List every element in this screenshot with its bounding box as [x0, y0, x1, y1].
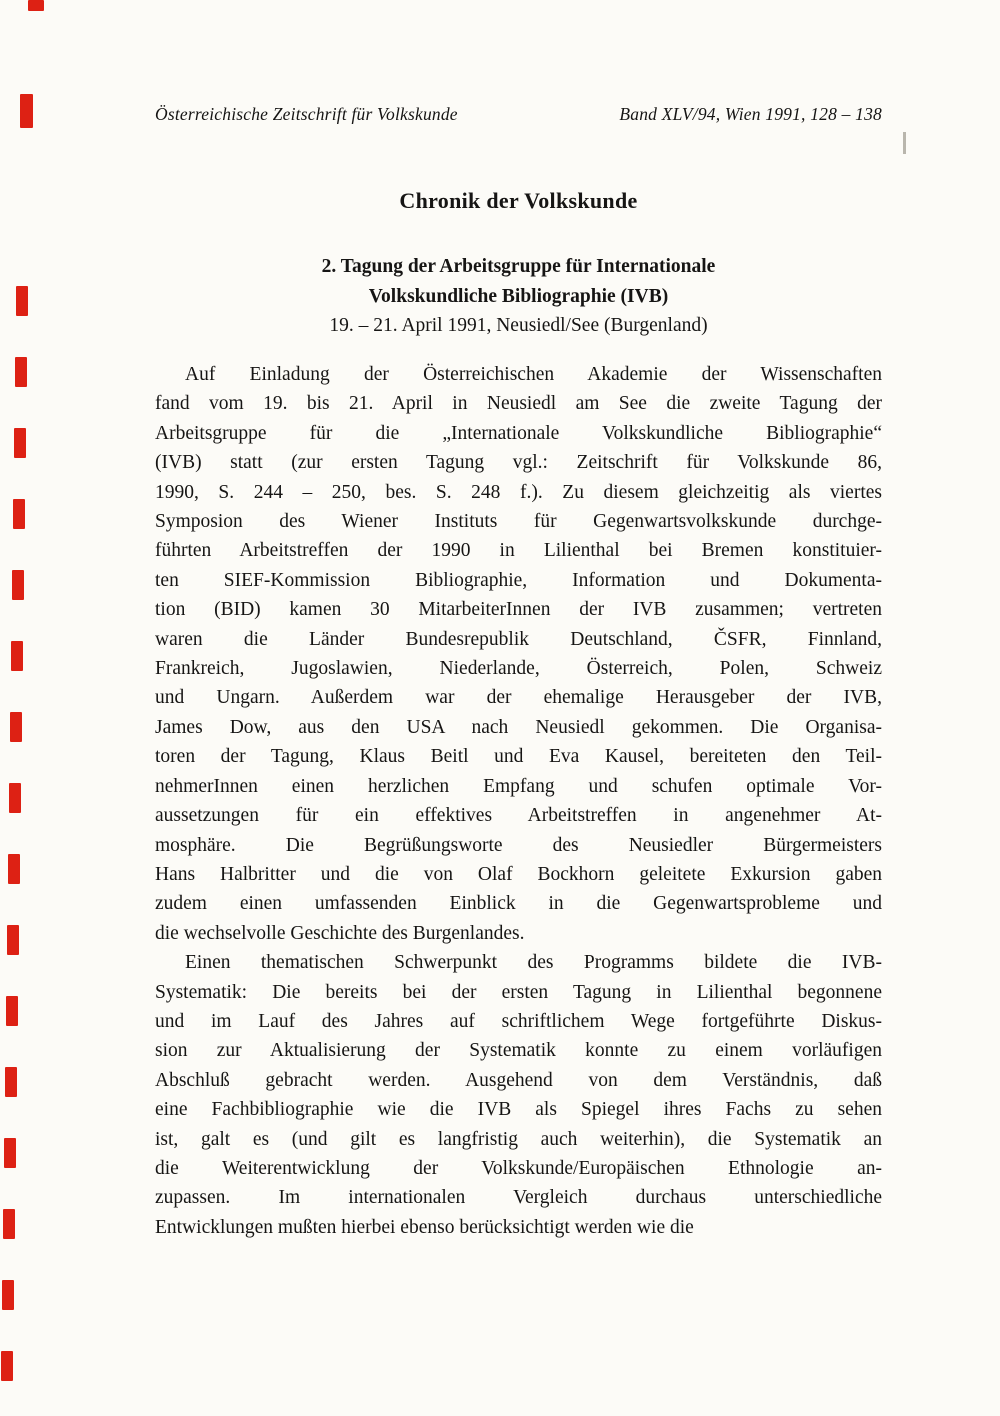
- issue-info: Band XLV/94, Wien 1991, 128 – 138: [619, 104, 882, 124]
- text-line: die Weiterentwicklung der Volkskunde/Europäischen Ethnologie an-: [155, 1157, 882, 1179]
- text-line: Systematik: Die bereits bei der ersten Tagung in Lilienthal begonnene: [155, 981, 882, 1003]
- text-line: Abschluß gebracht werden. Ausgehend von dem Verständnis, daß: [155, 1069, 882, 1091]
- scan-edge-tick: [903, 132, 906, 154]
- page-title: Chronik der Volkskunde: [399, 188, 638, 213]
- red-scan-mark: [6, 996, 18, 1026]
- red-scan-mark: [13, 499, 25, 529]
- running-header: [155, 104, 882, 125]
- red-scan-mark: [28, 0, 44, 11]
- red-scan-mark: [4, 1138, 16, 1168]
- text-line: Hans Halbritter und die von Olaf Bockhorn geleitete Exkursion gaben: [155, 863, 882, 885]
- red-scan-mark: [9, 783, 21, 813]
- text-line: Auf Einladung der Österreichischen Akademie der Wissenschaften: [185, 364, 882, 385]
- text-line: zupassen. Im internationalen Vergleich durchaus unterschiedliche: [155, 1187, 882, 1209]
- text-line: Frankreich, Jugoslawien, Niederlande, Österreich, Polen, Schweiz: [155, 658, 882, 680]
- text-line: Einen thematischen Schwerpunkt des Programms bildete die IVB-: [185, 952, 882, 974]
- article-heading: [155, 252, 882, 341]
- text-line: aussetzungen für ein effektives Arbeitstreffen in angenehmer At-: [155, 805, 882, 827]
- text-line: Arbeitsgruppe für die „Internationale Volkskundliche Bibliographie“: [155, 422, 882, 444]
- red-scan-mark: [15, 357, 27, 387]
- red-scan-mark: [3, 1209, 15, 1239]
- article-body: [155, 360, 882, 1242]
- journal-name: Österreichische Zeitschrift für Volkskunde: [155, 104, 458, 124]
- text-line: fand vom 19. bis 21. April in Neusiedl am See die zweite Tagung der: [155, 393, 882, 415]
- text-line: toren der Tagung, Klaus Beitl und Eva Kausel, bereiteten den Teil-: [155, 746, 882, 768]
- text-line: führten Arbeitstreffen der 1990 in Lilienthal bei Bremen konstituier-: [155, 540, 882, 562]
- red-scan-mark: [12, 570, 24, 600]
- text-line: zudem einen umfassenden Einblick in die Gegenwartsprobleme und: [155, 893, 882, 915]
- text-line: sion zur Aktualisierung der Systematik konnte zu einem vorläufigen: [155, 1040, 882, 1062]
- red-scan-mark: [10, 712, 22, 742]
- text-line: waren die Länder Bundesrepublik Deutschland, ČSFR, Finnland,: [155, 628, 882, 650]
- article-heading-line2: Volkskundliche Bibliographie (IVB): [368, 285, 669, 307]
- red-scan-mark: [8, 854, 20, 884]
- red-scan-mark: [5, 1067, 17, 1097]
- red-scan-mark: [14, 428, 26, 458]
- red-scan-mark: [11, 641, 23, 671]
- red-scan-mark: [7, 925, 19, 955]
- text-line: (IVB) statt (zur ersten Tagung vgl.: Zeitschrift für Volkskunde 86,: [155, 452, 882, 474]
- article-heading-line1: 2. Tagung der Arbeitsgruppe für Internationale: [321, 256, 716, 277]
- text-line: die wechselvolle Geschichte des Burgenlandes.: [155, 922, 525, 944]
- text-line: und Ungarn. Außerdem war der ehemalige Herausgeber der IVB,: [155, 687, 882, 709]
- text-line: ist, galt es (und gilt es langfristig auch weiterhin), die Systematik an: [155, 1128, 882, 1150]
- red-scan-mark: [2, 1280, 14, 1310]
- red-scan-mark: [1, 1351, 13, 1381]
- text-line: James Dow, aus den USA nach Neusiedl gekommen. Die Organisa-: [155, 716, 882, 738]
- text-line: und im Lauf des Jahres auf schriftlichem Wege fortgeführte Diskus-: [155, 1010, 882, 1032]
- text-line: ten SIEF-Kommission Bibliographie, Information und Dokumenta-: [155, 569, 882, 591]
- red-scan-mark: [16, 286, 28, 316]
- text-line: Entwicklungen mußten hierbei ebenso berücksichtigt werden wie die: [155, 1216, 694, 1238]
- text-line: nehmerInnen einen herzlichen Empfang und schufen optimale Vor-: [155, 775, 882, 797]
- text-line: 1990, S. 244 – 250, bes. S. 248 f.). Zu diesem gleichzeitig als viertes: [155, 481, 882, 503]
- text-line: Symposion des Wiener Instituts für Gegenwartsvolkskunde durchge-: [155, 511, 882, 533]
- red-scan-mark: [20, 94, 33, 128]
- text-line: eine Fachbibliographie wie die IVB als Spiegel ihres Fachs zu sehen: [155, 1099, 882, 1121]
- text-line: mosphäre. Die Begrüßungsworte des Neusiedler Bürgermeisters: [155, 834, 882, 856]
- text-line: tion (BID) kamen 30 MitarbeiterInnen der IVB zusammen; vertreten: [155, 599, 882, 621]
- article-date-line: 19. – 21. April 1991, Neusiedl/See (Burgenland): [329, 315, 708, 336]
